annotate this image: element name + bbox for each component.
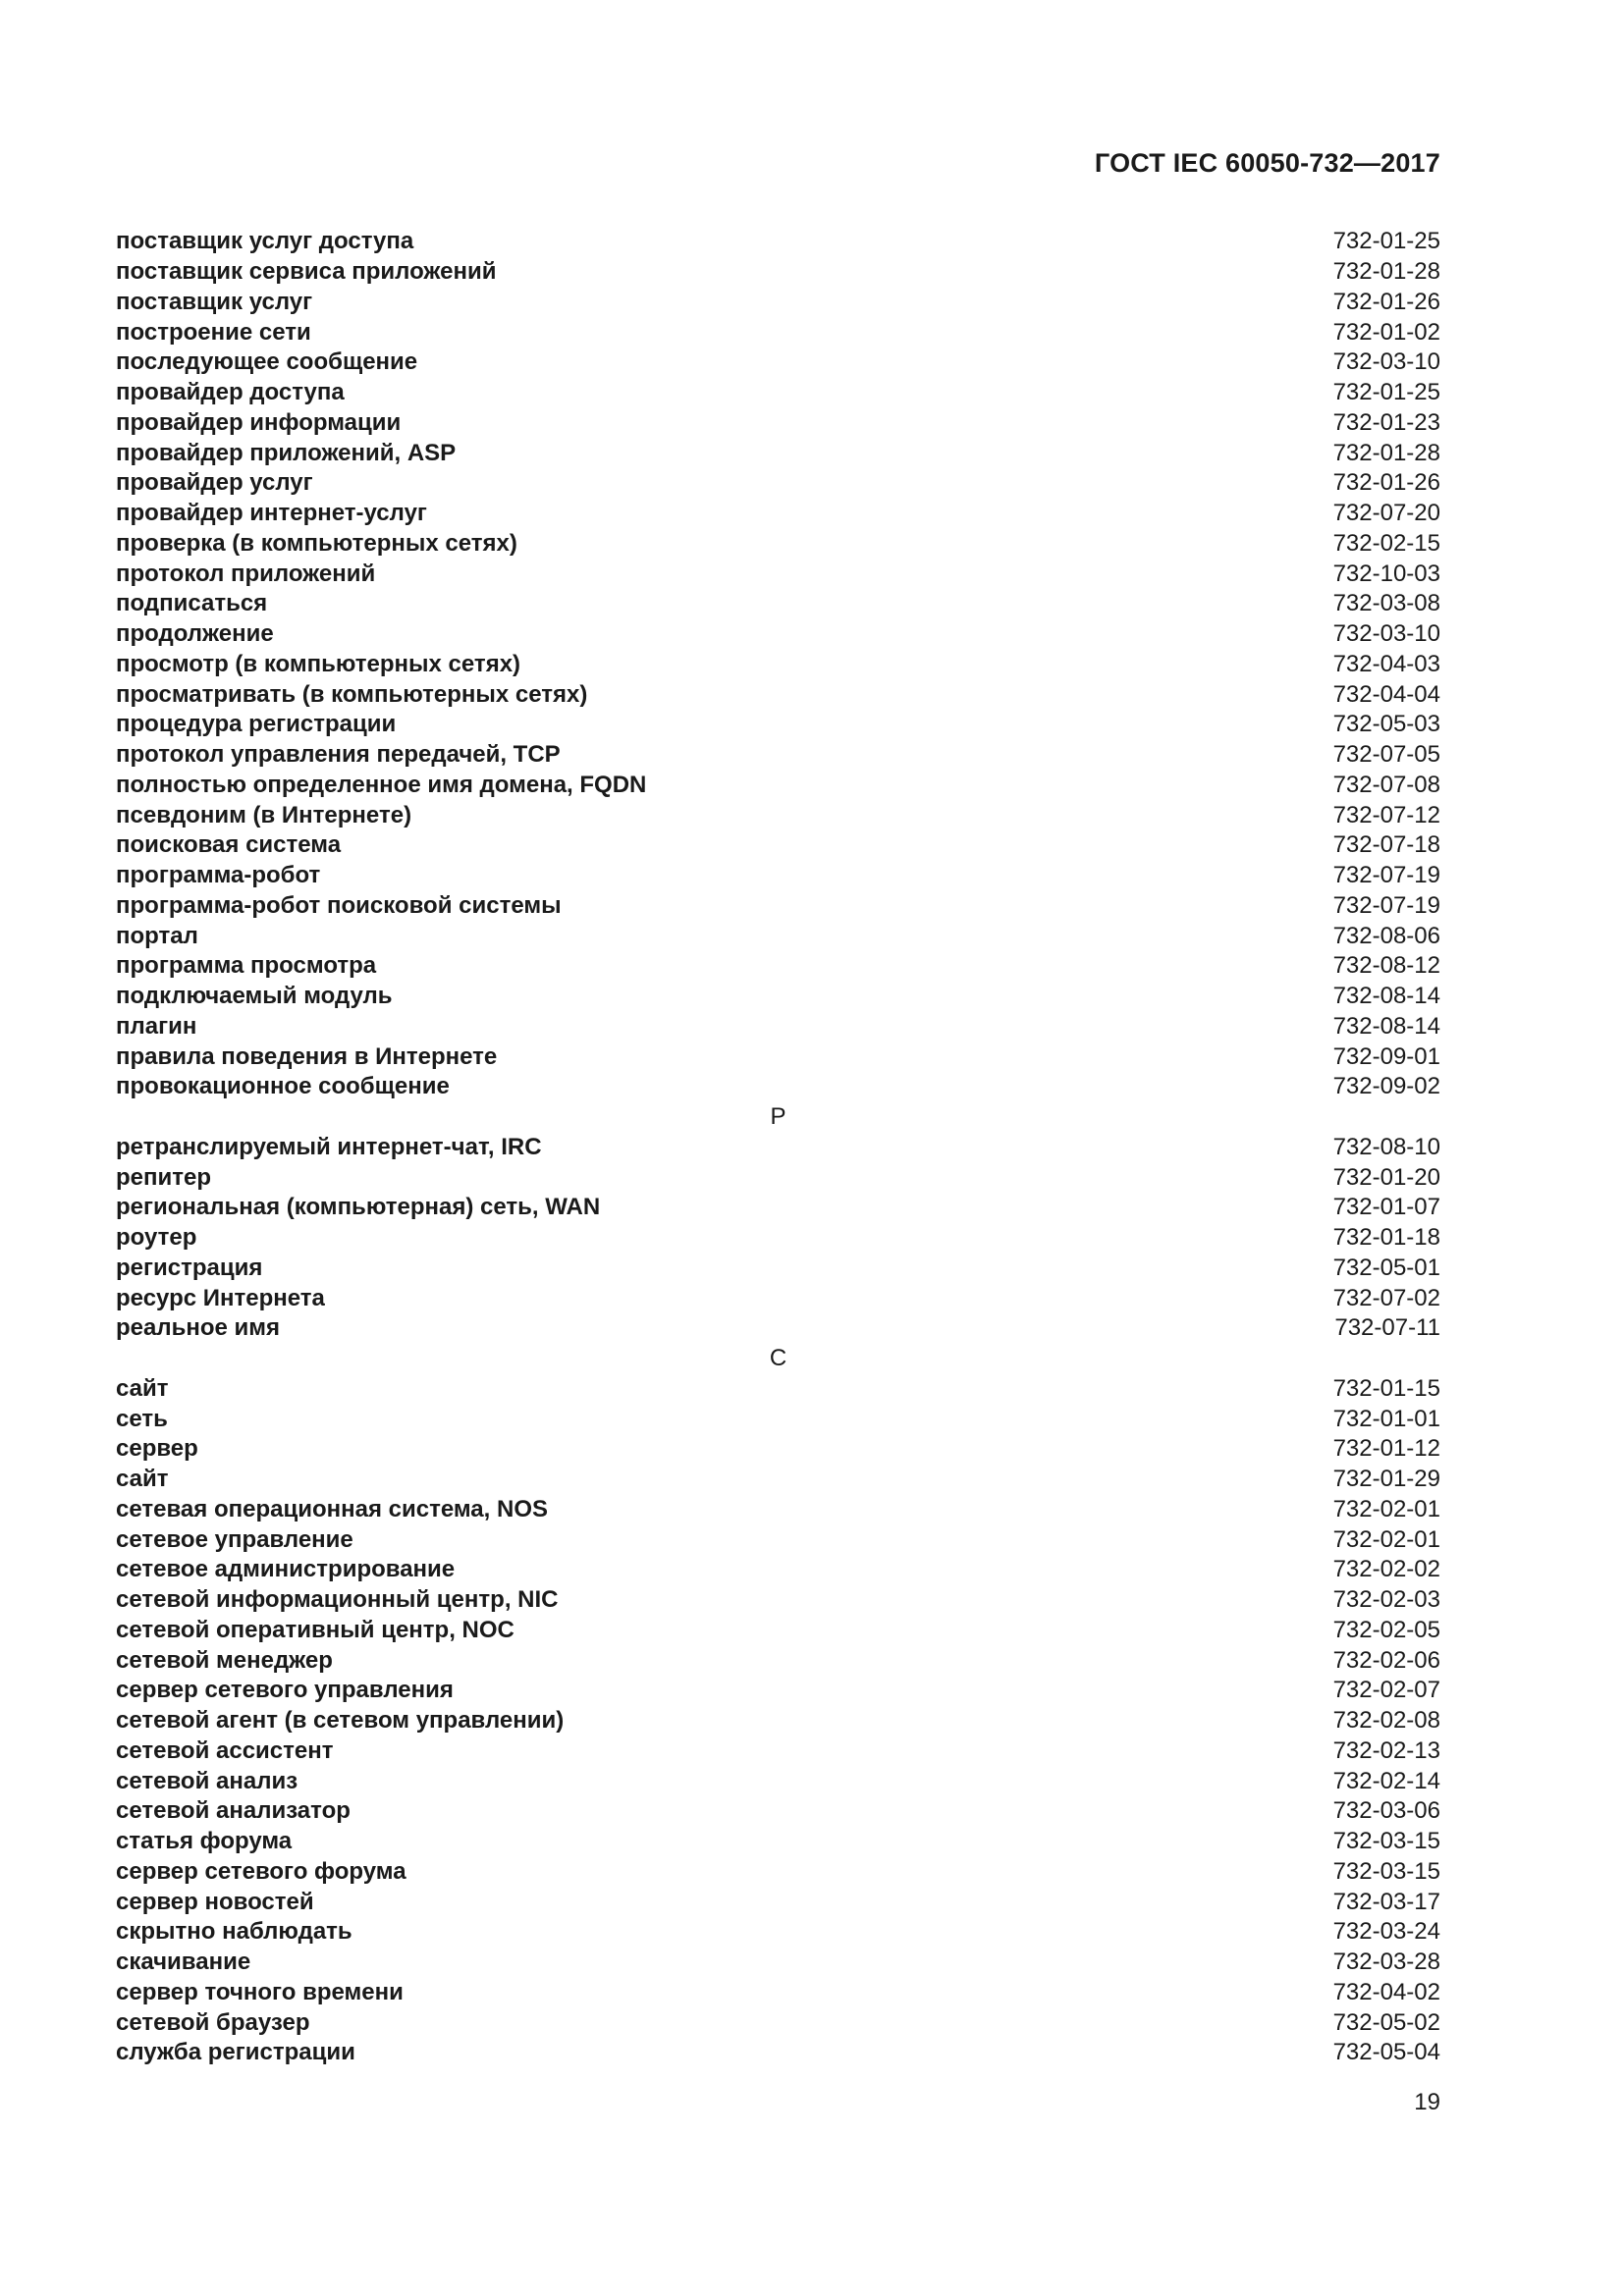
index-entry: [116, 317, 1440, 347]
index-term: поставщик услуг доступа: [116, 228, 414, 255]
term-code: 732-07-05: [1332, 741, 1440, 769]
index-entry: [116, 559, 1440, 589]
term-code: 732-07-19: [1332, 891, 1440, 919]
term-code: 732-02-15: [1332, 529, 1440, 557]
index-term: псевдоним (в Интернете): [116, 801, 412, 828]
index-entry: [116, 1374, 1440, 1405]
index-term: продолжение: [116, 620, 274, 648]
index-term: сетевой анализатор: [116, 1797, 351, 1825]
index-entry: [116, 257, 1440, 288]
term-code: 732-01-28: [1332, 258, 1440, 286]
index-entry: [116, 468, 1440, 499]
index-entry: [116, 1917, 1440, 1948]
index-entry: [116, 1555, 1440, 1585]
index-entry: [116, 1645, 1440, 1676]
index-term: поставщик сервиса приложений: [116, 258, 497, 286]
index-entry: [116, 589, 1440, 619]
term-code: 732-07-20: [1332, 500, 1440, 527]
index-entry: [116, 800, 1440, 830]
index-entry: [116, 1796, 1440, 1827]
index-term: региональная (компьютерная) сеть, WAN: [116, 1194, 601, 1221]
term-code: 732-09-02: [1332, 1073, 1440, 1100]
index-term: сетевой браузер: [116, 2008, 310, 2036]
index-entry: [116, 951, 1440, 982]
index-entry: [116, 710, 1440, 740]
index-entry: [116, 408, 1440, 439]
index-term: полностью определенное имя домена, FQDN: [116, 771, 647, 798]
term-code: 732-03-06: [1332, 1797, 1440, 1825]
term-code: 732-07-08: [1332, 771, 1440, 798]
term-code: 732-04-04: [1332, 680, 1440, 708]
term-code: 732-01-02: [1332, 318, 1440, 346]
term-code: 732-03-24: [1332, 1918, 1440, 1946]
index-term: подключаемый модуль: [116, 983, 393, 1010]
term-code: 732-03-10: [1332, 348, 1440, 376]
index-term: сетевое управление: [116, 1525, 353, 1553]
index-entry: [116, 1162, 1440, 1193]
term-code: 732-02-05: [1332, 1616, 1440, 1643]
term-code: 732-01-18: [1332, 1224, 1440, 1252]
index-entry: [116, 347, 1440, 378]
term-code: 732-03-15: [1332, 1828, 1440, 1855]
index-term: провокационное сообщение: [116, 1073, 450, 1100]
term-code: 732-03-17: [1332, 1888, 1440, 1915]
index-entry: [116, 1072, 1440, 1102]
index-term: ресурс Интернета: [116, 1284, 325, 1311]
index-term: скачивание: [116, 1949, 251, 1976]
index-entry: [116, 650, 1440, 680]
index-term: роутер: [116, 1224, 197, 1252]
term-code: 732-07-18: [1332, 831, 1440, 859]
term-code: 732-02-06: [1332, 1646, 1440, 1674]
term-code: 732-01-26: [1332, 469, 1440, 497]
index-entry: [116, 227, 1440, 257]
index-entry: [116, 1495, 1440, 1525]
index-term: портал: [116, 922, 198, 949]
term-code: 732-07-11: [1334, 1314, 1440, 1342]
term-code: 732-02-01: [1332, 1495, 1440, 1522]
term-code: 732-01-25: [1332, 379, 1440, 406]
index-term: сетевой менеджер: [116, 1646, 333, 1674]
term-code: 732-02-07: [1332, 1677, 1440, 1704]
index-entry: [116, 1041, 1440, 1072]
index-entry: [116, 771, 1440, 801]
index-entry: [116, 891, 1440, 922]
term-code: 732-01-15: [1332, 1374, 1440, 1402]
index-entry: [116, 1766, 1440, 1796]
index-term: просмотр (в компьютерных сетях): [116, 650, 521, 677]
index-term: реальное имя: [116, 1314, 281, 1342]
index-term: провайдер интернет-услуг: [116, 500, 427, 527]
index-entry: [116, 1012, 1440, 1042]
term-code: 732-01-20: [1332, 1163, 1440, 1191]
index-term: ретранслируемый интернет-чат, IRC: [116, 1133, 542, 1160]
index-term: сервер сетевого управления: [116, 1677, 454, 1704]
term-code: 732-04-03: [1332, 650, 1440, 677]
term-code: 732-08-10: [1332, 1133, 1440, 1160]
index-term: провайдер услуг: [116, 469, 313, 497]
term-code: 732-01-28: [1332, 439, 1440, 466]
index-term: процедура регистрации: [116, 711, 397, 738]
index-entry: [116, 1616, 1440, 1646]
term-code: 732-03-08: [1332, 590, 1440, 617]
index-term: служба регистрации: [116, 2039, 355, 2066]
term-code: 732-07-12: [1332, 801, 1440, 828]
index-term: сетевое администрирование: [116, 1556, 456, 1583]
term-code: 732-05-04: [1332, 2039, 1440, 2066]
term-code: 732-04-02: [1332, 1978, 1440, 2005]
index-term: протокол управления передачей, TCP: [116, 741, 561, 769]
index-term: сервер: [116, 1435, 198, 1463]
term-code: 732-02-01: [1332, 1525, 1440, 1553]
term-code: 732-02-13: [1332, 1736, 1440, 1764]
term-code: 732-03-28: [1332, 1949, 1440, 1976]
index-term: сайт: [116, 1374, 169, 1402]
index-entry: [116, 982, 1440, 1012]
index-entry: [116, 1404, 1440, 1434]
index-term: подписаться: [116, 590, 268, 617]
term-code: 732-08-06: [1332, 922, 1440, 949]
index-entry: [116, 1585, 1440, 1616]
term-code: 732-09-01: [1332, 1042, 1440, 1070]
section-letter: С: [769, 1345, 787, 1372]
index-term: протокол приложений: [116, 560, 376, 587]
term-code: 732-08-14: [1332, 1012, 1440, 1040]
index-entry: [116, 529, 1440, 560]
term-code: 732-01-01: [1332, 1405, 1440, 1432]
index-term: построение сети: [116, 318, 311, 346]
index-term: провайдер информации: [116, 408, 402, 436]
index-term: сетевой агент (в сетевом управлении): [116, 1707, 565, 1735]
index-entry: [116, 921, 1440, 951]
index-term: сетевой оперативный центр, NOC: [116, 1616, 514, 1643]
index-entry: [116, 1978, 1440, 2008]
index-entry: [116, 1434, 1440, 1465]
term-code: 732-07-19: [1332, 862, 1440, 889]
index-entry: [116, 438, 1440, 468]
index-entry: [116, 499, 1440, 529]
index-term: регистрация: [116, 1254, 263, 1281]
index-entry: [116, 861, 1440, 891]
term-code: 732-01-26: [1332, 288, 1440, 315]
index-entry: [116, 830, 1440, 861]
index-entry: [116, 1313, 1440, 1344]
term-code: 732-05-01: [1332, 1254, 1440, 1281]
index-entry: [116, 1676, 1440, 1706]
term-code: 732-01-12: [1332, 1435, 1440, 1463]
index-term: скрытно наблюдать: [116, 1918, 352, 1946]
term-code: 732-03-10: [1332, 620, 1440, 648]
index-term: сайт: [116, 1466, 169, 1493]
term-code: 732-02-08: [1332, 1707, 1440, 1735]
term-code: 732-01-07: [1332, 1194, 1440, 1221]
section-letter: Р: [770, 1103, 786, 1131]
index-term: программа просмотра: [116, 952, 377, 980]
term-code: 732-05-03: [1332, 711, 1440, 738]
index-term: сеть: [116, 1405, 168, 1432]
index-term: последующее сообщение: [116, 348, 418, 376]
index-entry: [116, 1887, 1440, 1917]
page-number: 19: [1414, 2089, 1440, 2115]
index-entry: [116, 679, 1440, 710]
index-entry: [116, 1193, 1440, 1223]
index-entry: [116, 1524, 1440, 1555]
index-entry: [116, 1465, 1440, 1495]
term-code: 732-02-14: [1332, 1767, 1440, 1794]
index-entry: [116, 1283, 1440, 1313]
index-term: сетевой информационный центр, NIC: [116, 1586, 559, 1614]
index-term: репитер: [116, 1163, 212, 1191]
index-entry: [116, 1736, 1440, 1767]
index-entry: [116, 1948, 1440, 1978]
index-entry: [116, 1827, 1440, 1857]
index-term: сервер сетевого форума: [116, 1857, 406, 1885]
index-term: просматривать (в компьютерных сетях): [116, 680, 588, 708]
term-code: 732-01-25: [1332, 228, 1440, 255]
index-term: сервер точного времени: [116, 1978, 404, 2005]
document-header: ГОСТ IEC 60050-732—2017: [1094, 148, 1440, 178]
index-term: провайдер приложений, ASP: [116, 439, 457, 466]
index-entry: [116, 2038, 1440, 2068]
index-term: сетевая операционная система, NOS: [116, 1495, 548, 1522]
index-term: правила поведения в Интернете: [116, 1042, 498, 1070]
term-code: 732-07-02: [1332, 1284, 1440, 1311]
index-term: программа-робот: [116, 862, 321, 889]
term-code: 732-03-15: [1332, 1857, 1440, 1885]
index-term: сетевой ассистент: [116, 1736, 334, 1764]
index-entry: [116, 740, 1440, 771]
term-code: 732-08-12: [1332, 952, 1440, 980]
index-term: проверка (в компьютерных сетях): [116, 529, 517, 557]
term-index: [116, 227, 1440, 2068]
term-code: 732-02-02: [1332, 1556, 1440, 1583]
index-term: провайдер доступа: [116, 379, 345, 406]
index-term: сетевой анализ: [116, 1767, 298, 1794]
index-entry: [116, 378, 1440, 408]
index-entry: [116, 1254, 1440, 1284]
index-entry: [116, 2007, 1440, 2038]
index-entry: [116, 1706, 1440, 1736]
index-term: поисковая система: [116, 831, 342, 859]
index-term: статья форума: [116, 1828, 293, 1855]
term-code: 732-02-03: [1332, 1586, 1440, 1614]
term-code: 732-08-14: [1332, 983, 1440, 1010]
index-entry: [116, 619, 1440, 650]
index-entry: [116, 288, 1440, 318]
term-code: 732-05-02: [1332, 2008, 1440, 2036]
index-term: программа-робот поисковой системы: [116, 891, 562, 919]
term-code: 732-10-03: [1332, 560, 1440, 587]
term-code: 732-01-23: [1332, 408, 1440, 436]
index-entry: [116, 1223, 1440, 1254]
index-term: плагин: [116, 1012, 197, 1040]
index-term: поставщик услуг: [116, 288, 313, 315]
index-entry: [116, 1857, 1440, 1888]
index-term: сервер новостей: [116, 1888, 314, 1915]
index-entry: [116, 1133, 1440, 1163]
term-code: 732-01-29: [1332, 1466, 1440, 1493]
